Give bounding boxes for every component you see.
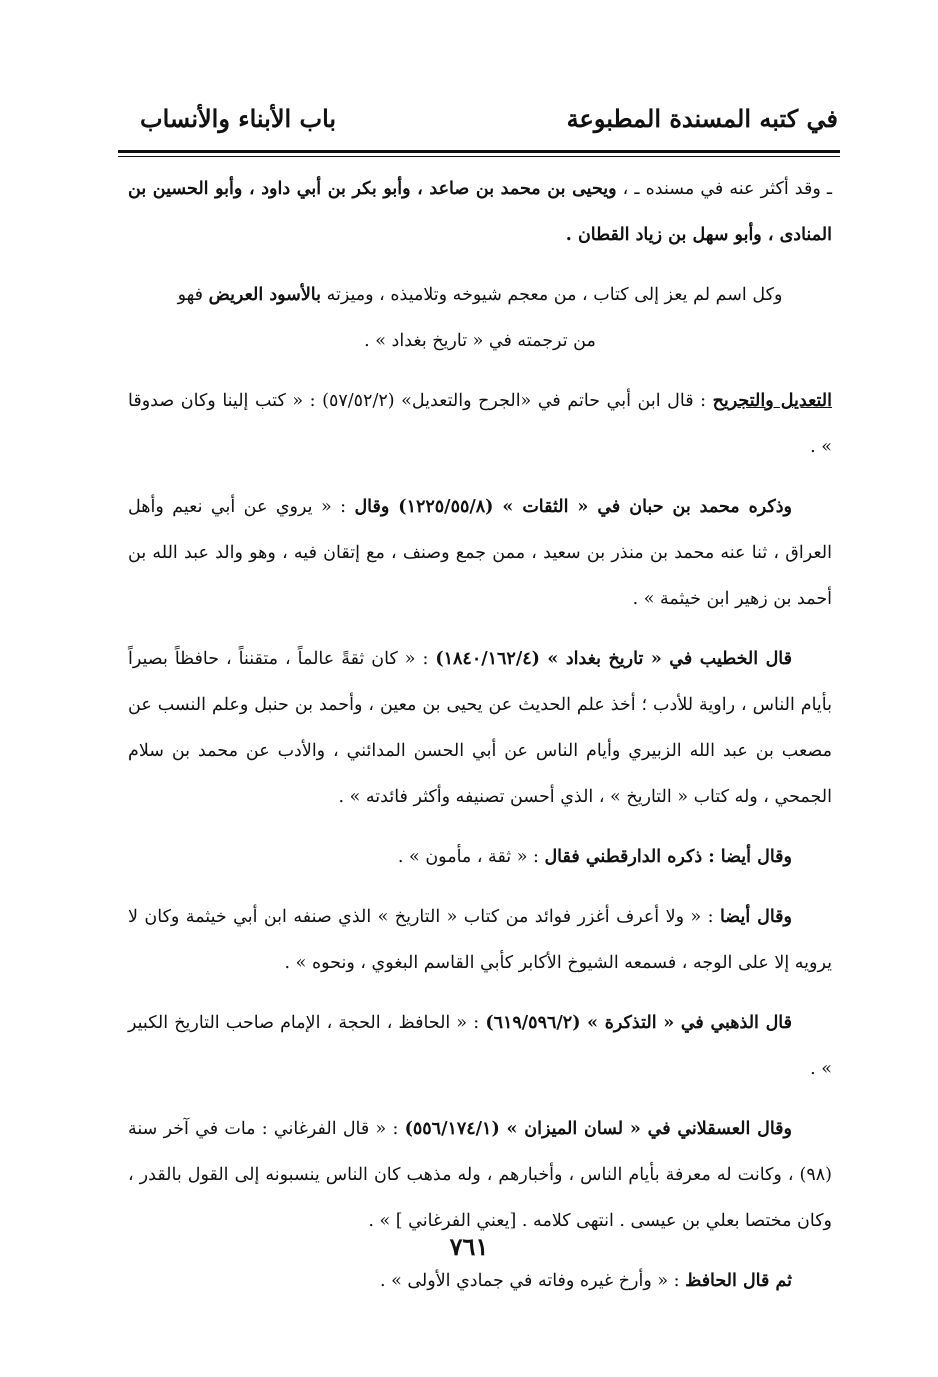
paragraph <box>128 272 832 364</box>
running-header-book-title: في كتبه المسندة المطبوعة <box>566 104 838 133</box>
body-text <box>128 166 832 1318</box>
paragraph-text: : « وأرخ غيره وفاته في جمادي الأولى » . <box>379 1271 686 1291</box>
paragraph-text: فهو من ترجمته في « تاريخ بغداد » . <box>177 285 596 351</box>
paragraph <box>128 378 832 470</box>
citation-source: ثم قال الحافظ <box>685 1271 792 1291</box>
paragraph-text: : « كان ثقةً عالماً ، متقنناً ، حافظاً بصيراً بأيام الناس ، راوية للأدب ؛ أخذ علم الحديث عن يحيى بن معين ، وأحمد بن حنبل وعلم النسب عن مصعب بن عبد الله الزبيري وأيام الناس عن أبي الحسن المدائني ، والأدب عن محمد بن سلام الجمحي ، وله كتاب « التاريخ » ، الذي أحسن تصنيفه وأكثر فائدته » . <box>128 649 832 807</box>
section-heading: التعديل والتجريح <box>712 391 832 411</box>
running-header <box>118 104 838 144</box>
paragraph-text: : « قال الفرغاني : مات في آخر سنة (٩٨) ، وكانت له معرفة بأيام الناس ، وأخبارهم ، وله مذهب كان الناس ينسبونه إلى القول بالقدر ، وكان مختصا بعلي بن عيسى . انتهى كلامه . [يعني الفرغاني ] » . <box>128 1119 832 1231</box>
paragraph <box>128 636 832 820</box>
paragraph-text: : « ولا أعرف أغزر فوائد من كتاب « التاريخ » الذي صنفه ابن أبي خيثمة وكان لا يرويه إلا على الوجه ، فسمعه الشيوخ الأكابر كأبي القاسم البغوي ، ونحوه » . <box>128 907 832 973</box>
page-number: ٧٦١ <box>449 1232 489 1261</box>
citation-source: بالأسود العريض <box>208 285 321 305</box>
header-rule-thick <box>118 150 840 153</box>
running-header-chapter-title: باب الأبناء والأنساب <box>140 104 337 133</box>
paragraph <box>128 834 832 880</box>
citation-source: وقال العسقلاني في « لسان الميزان » (٥٥٦/١٧٤/١) <box>404 1119 792 1139</box>
paragraph-text: وكل اسم لم يعز إلى كتاب ، من معجم شيوخه وتلاميذه ، وميزته <box>321 285 783 305</box>
paragraph-text: ـ وقد أكثر عنه في مسنده ـ ، <box>616 179 833 199</box>
paragraph <box>128 1106 832 1244</box>
paragraph <box>128 894 832 986</box>
paragraph-text: : « يروي عن أبي نعيم وأهل العراق ، ثنا عنه محمد بن منذر بن سعيد ، ممن جمع وصنف ، مع إتقان فيه ، وهو والد عبد الله بن أحمد بن زهير ابن خيثمة » . <box>128 497 832 609</box>
citation-source: قال الخطيب في « تاريخ بغداد » (١٨٤٠/١٦٢/٤) <box>435 649 792 669</box>
header-rule-thin <box>118 156 840 157</box>
paragraph-text: : قال ابن أبي حاتم في «الجرح والتعديل» (٥٧/٥٢/٢) : « كتب إلينا وكان صدوقا » . <box>128 391 832 457</box>
citation-source: وذكره محمد بن حبان في « الثقات » (١٢٢٥/٥٥/٨) وقال <box>354 497 792 517</box>
paragraph <box>128 484 832 622</box>
citation-source: قال الذهبي في « التذكرة » (٦١٩/٥٩٦/٢) <box>485 1013 792 1033</box>
paragraph <box>128 1000 832 1092</box>
citation-source: وقال أيضا : ذكره الدارقطني فقال <box>544 847 792 867</box>
citation-source: ويحيى بن محمد بن صاعد ، وأبو بكر بن أبي داود ، وأبو الحسين بن المنادى ، وأبو سهل بن زياد القطان . <box>128 179 832 245</box>
citation-source: وقال أيضا <box>719 907 793 927</box>
paragraph <box>128 166 832 258</box>
paragraph-text: : « ثقة ، مأمون » . <box>397 847 545 867</box>
paragraph-text: : « الحافظ ، الحجة ، الإمام صاحب التاريخ الكبير » . <box>128 1013 832 1079</box>
paragraph <box>128 1258 832 1304</box>
